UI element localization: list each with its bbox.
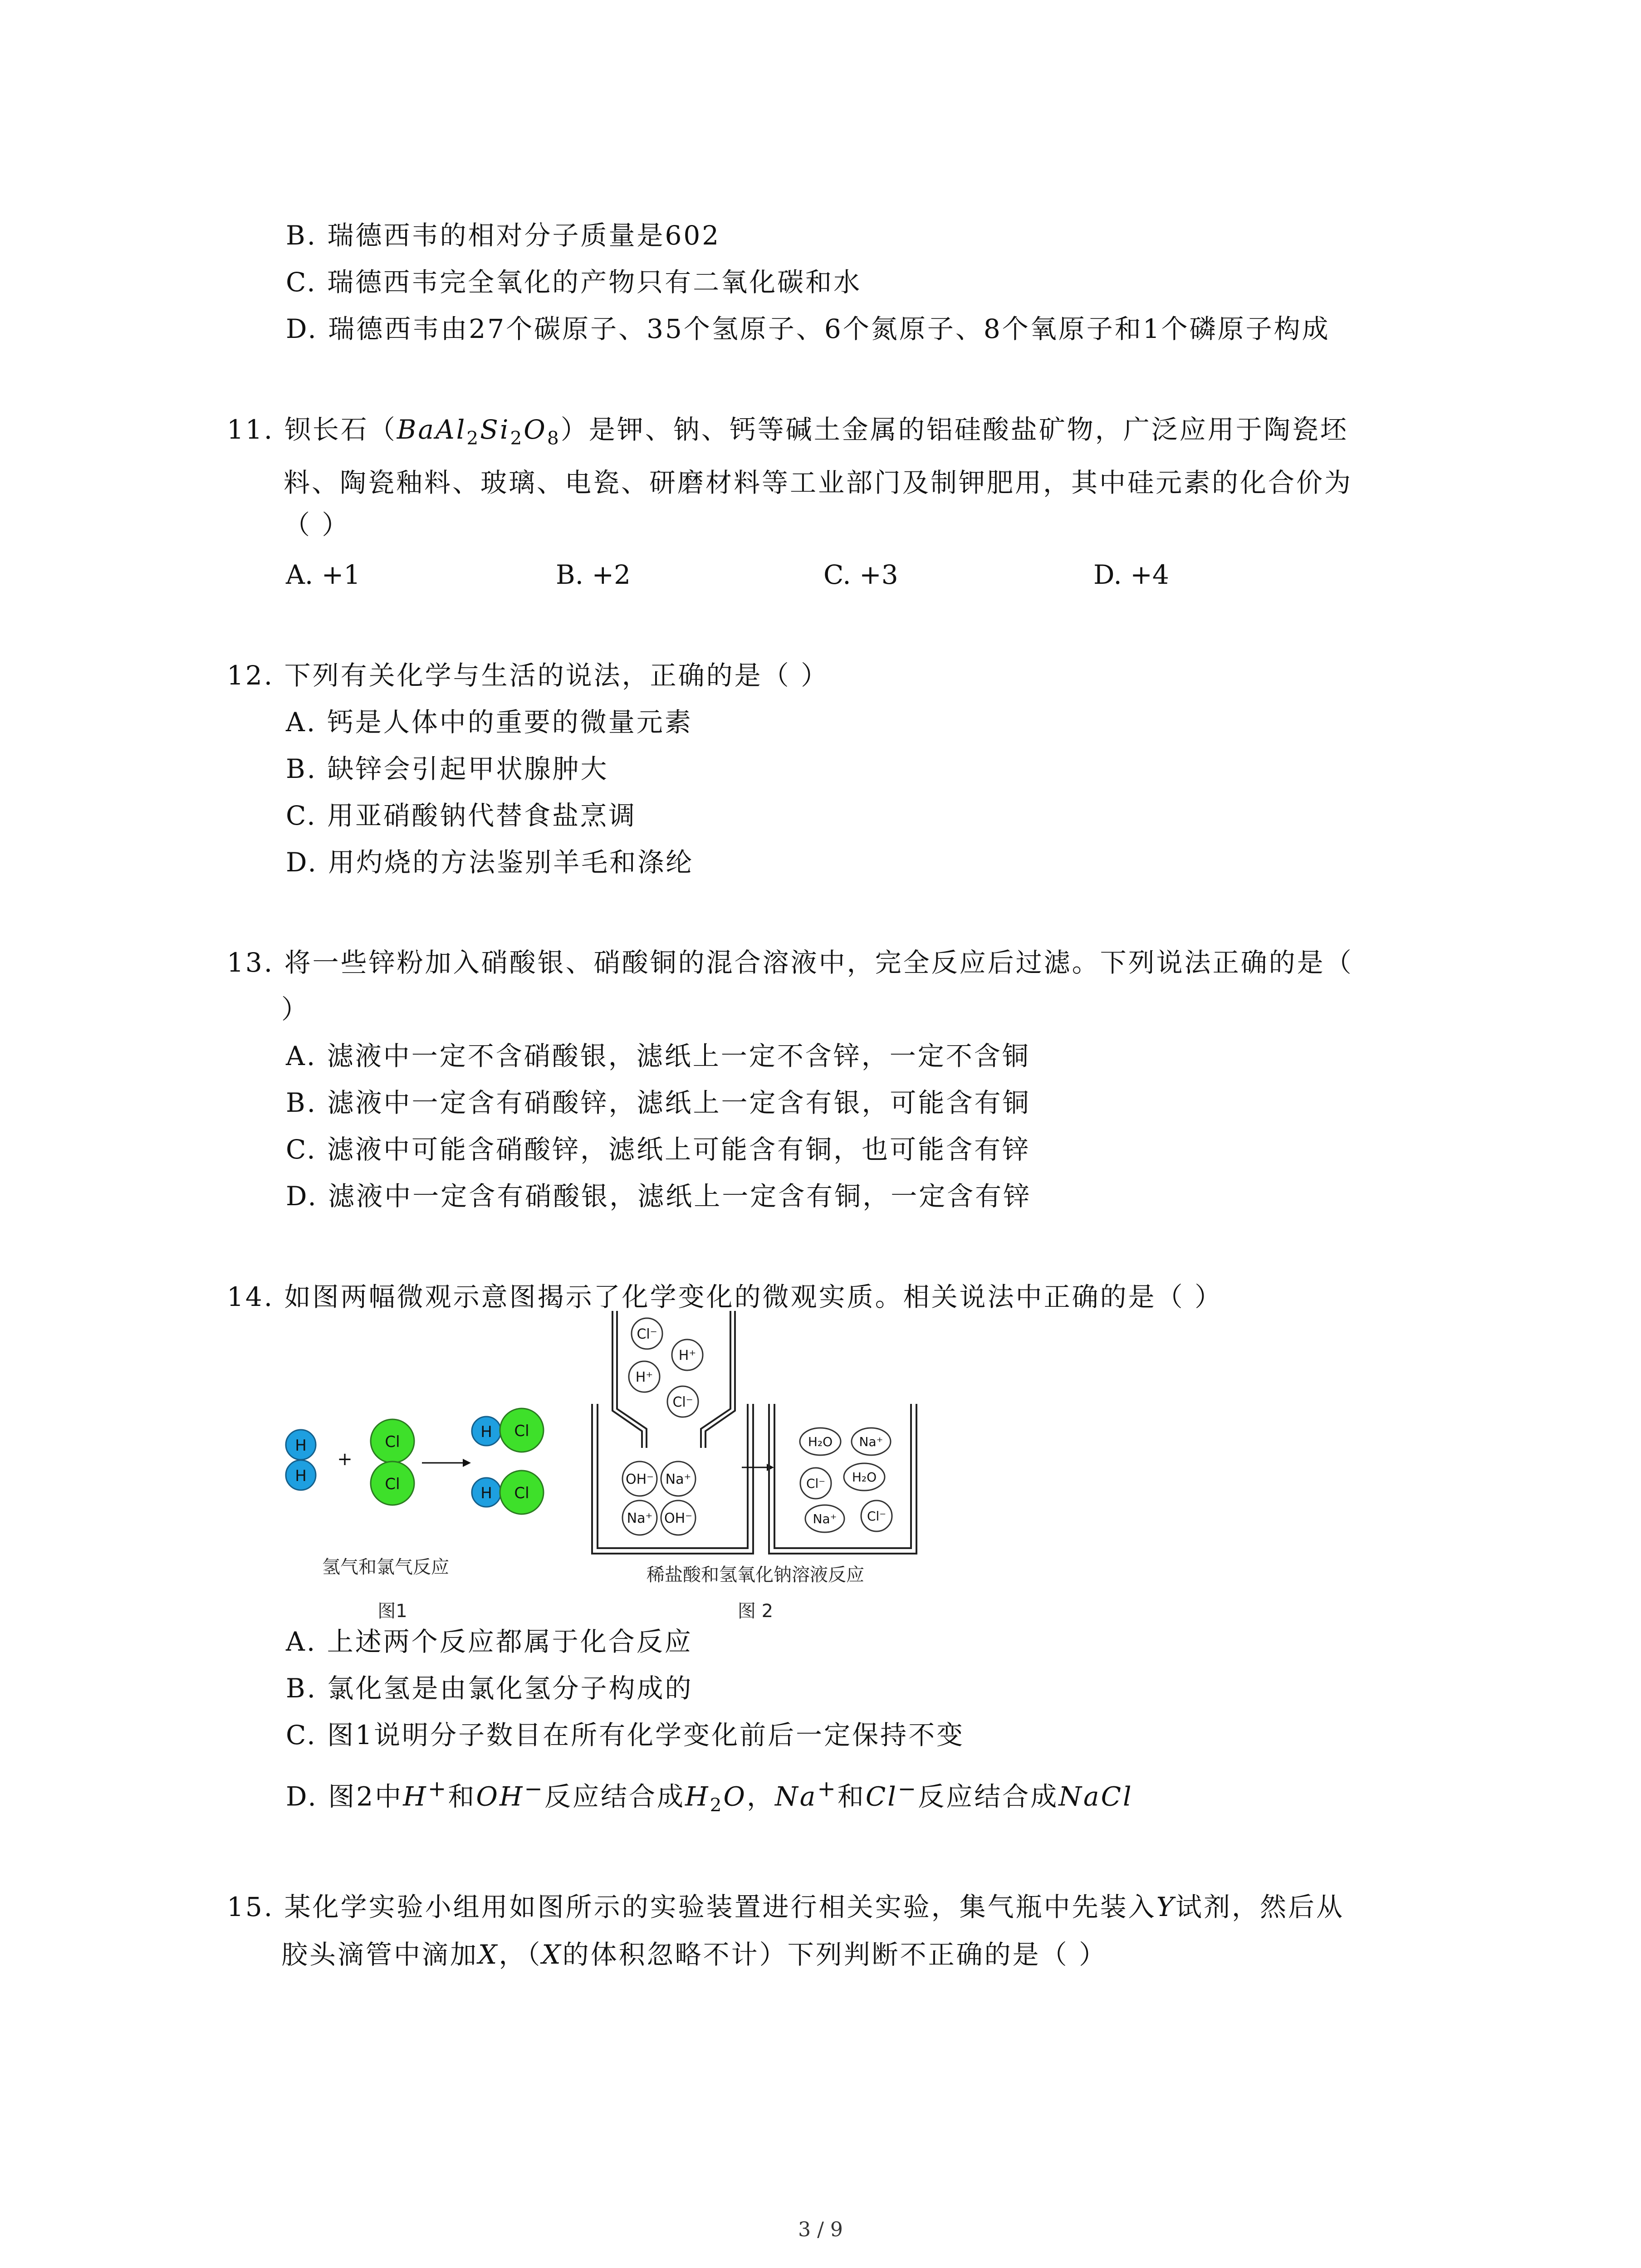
q13-stem-line2: ） — [281, 994, 310, 1025]
svg-text:H⁺: H⁺ — [678, 1348, 696, 1364]
page-number: 3 / 9 — [798, 2218, 843, 2241]
svg-text:H: H — [295, 1467, 307, 1485]
q14-option-c: C. 图1说明分子数目在所有化学变化前后一定保持不变 — [286, 1720, 965, 1750]
fig2-beaker-right-ions — [800, 1428, 892, 1532]
q15-stem-line2: 胶头滴管中滴加X，（X的体积忽略不计）下列判断不正确的是（ ） — [281, 1939, 1107, 1970]
svg-text:Na⁺: Na⁺ — [627, 1510, 653, 1526]
q14-option-d: D. 图2中H+和OH−反应结合成$H_2O$，Na+和Cl−反应结合成NaCl — [286, 1776, 1133, 1816]
q13-option-a: A. 滤液中一定不含硝酸银，滤纸上一定不含锌，一定不含铜 — [286, 1041, 1030, 1071]
q14-stem: 14. 如图两幅微观示意图揭示了化学变化的微观实质。相关说法中正确的是（ ） — [227, 1281, 1223, 1312]
svg-text:Na⁺: Na⁺ — [813, 1511, 837, 1526]
q10-option-b: B. 瑞德西韦的相对分子质量是602 — [286, 220, 721, 251]
q11-option-d: D. +4 — [1093, 559, 1169, 590]
q12-option-b: B. 缺锌会引起甲状腺肿大 — [286, 753, 609, 784]
q13-option-d: D. 滤液中一定含有硝酸银，滤纸上一定含有铜，一定含有锌 — [286, 1181, 1032, 1212]
q11-stem-line3: （ ） — [284, 509, 350, 540]
fig1-hcl-molecule-top — [472, 1408, 544, 1452]
q12-stem: 12. 下列有关化学与生活的说法，正确的是（ ） — [227, 660, 829, 691]
svg-text:Cl: Cl — [385, 1433, 400, 1451]
svg-text:Cl: Cl — [514, 1484, 529, 1502]
svg-text:Cl⁻: Cl⁻ — [637, 1326, 657, 1342]
fig2-dropper-ions — [629, 1318, 703, 1417]
fig1-hcl-molecule-bottom — [472, 1471, 544, 1514]
svg-text:OH⁻: OH⁻ — [625, 1471, 654, 1487]
svg-text:Cl⁻: Cl⁻ — [806, 1476, 826, 1491]
q12-option-a: A. 钙是人体中的重要的微量元素 — [286, 707, 693, 738]
q10-option-d: D. 瑞德西韦由27个碳原子、35个氢原子、6个氮原子、8个氧原子和1个磷原子构成 — [286, 313, 1330, 344]
svg-text:H: H — [480, 1484, 492, 1502]
q11-text-post: ）是钾、钠、钙等碱土金属的铝硅酸盐矿物，广泛应用于陶瓷坯 — [560, 414, 1348, 445]
svg-text:H: H — [480, 1423, 492, 1441]
fig1-arrow — [422, 1459, 471, 1467]
q11-stem-line2: 料、陶瓷釉料、玻璃、电瓷、研磨材料等工业部门及制钾肥用，其中硅元素的化合价为 — [284, 467, 1353, 498]
fig2-label: 图 2 — [737, 1601, 774, 1622]
q13-option-b: B. 滤液中一定含有硝酸锌，滤纸上一定含有银，可能含有铜 — [286, 1087, 1031, 1118]
svg-text:Cl⁻: Cl⁻ — [867, 1509, 887, 1524]
svg-text:Na⁺: Na⁺ — [859, 1434, 883, 1449]
q14-figure — [281, 1306, 935, 1642]
fig1-label: 图1 — [377, 1601, 407, 1622]
q11-option-b: B. +2 — [556, 559, 631, 590]
q11-formula: $BaAl_2Si_2O_8$ — [397, 414, 561, 449]
svg-text:Cl: Cl — [385, 1475, 400, 1493]
svg-text:Cl⁻: Cl⁻ — [672, 1394, 693, 1410]
q14-option-a: A. 上述两个反应都属于化合反应 — [286, 1626, 693, 1657]
fig1-plus: + — [337, 1449, 353, 1470]
svg-text:H₂O: H₂O — [852, 1470, 877, 1485]
svg-text:Cl: Cl — [514, 1422, 529, 1440]
q11-option-c: C. +3 — [823, 559, 898, 590]
q13-stem-line1: 13. 将一些锌粉加入硝酸银、硝酸铜的混合溶液中，完全反应后过滤。下列说法正确的是（ — [227, 947, 1353, 978]
q13-option-c: C. 滤液中可能含硝酸锌，滤纸上可能含有铜，也可能含有锌 — [286, 1134, 1031, 1165]
fig1-cl2-molecule — [371, 1419, 414, 1505]
q11-stem-line1 — [227, 416, 1348, 447]
svg-text:H⁺: H⁺ — [635, 1369, 653, 1385]
svg-text:Na⁺: Na⁺ — [665, 1471, 691, 1487]
q10-option-c: C. 瑞德西韦完全氧化的产物只有二氧化碳和水 — [286, 267, 862, 298]
q12-option-c: C. 用亚硝酸钠代替食盐烹调 — [286, 800, 637, 831]
fig2-beaker-left-ions — [622, 1461, 696, 1535]
q11-number: 11. — [227, 414, 274, 445]
svg-text:OH⁻: OH⁻ — [664, 1510, 693, 1526]
svg-text:H: H — [295, 1437, 307, 1455]
fig2-caption: 稀盐酸和氢氧化钠溶液反应 — [647, 1564, 864, 1585]
fig1-caption: 氢气和氯气反应 — [322, 1557, 449, 1578]
fig2-beaker-right — [769, 1404, 916, 1554]
q11-option-a: A. +1 — [286, 559, 361, 590]
svg-text:H₂O: H₂O — [808, 1434, 833, 1449]
q14-option-b: B. 氯化氢是由氯化氢分子构成的 — [286, 1673, 693, 1704]
q15-stem-line1: 15. 某化学实验小组用如图所示的实验装置进行相关实验，集气瓶中先装入Y试剂，然后从 — [227, 1892, 1344, 1922]
fig1-h2-molecule — [286, 1430, 316, 1490]
q11-text-pre: 钡长石（ — [284, 414, 397, 445]
q12-option-d: D. 用灼烧的方法鉴别羊毛和涤纶 — [286, 847, 694, 878]
